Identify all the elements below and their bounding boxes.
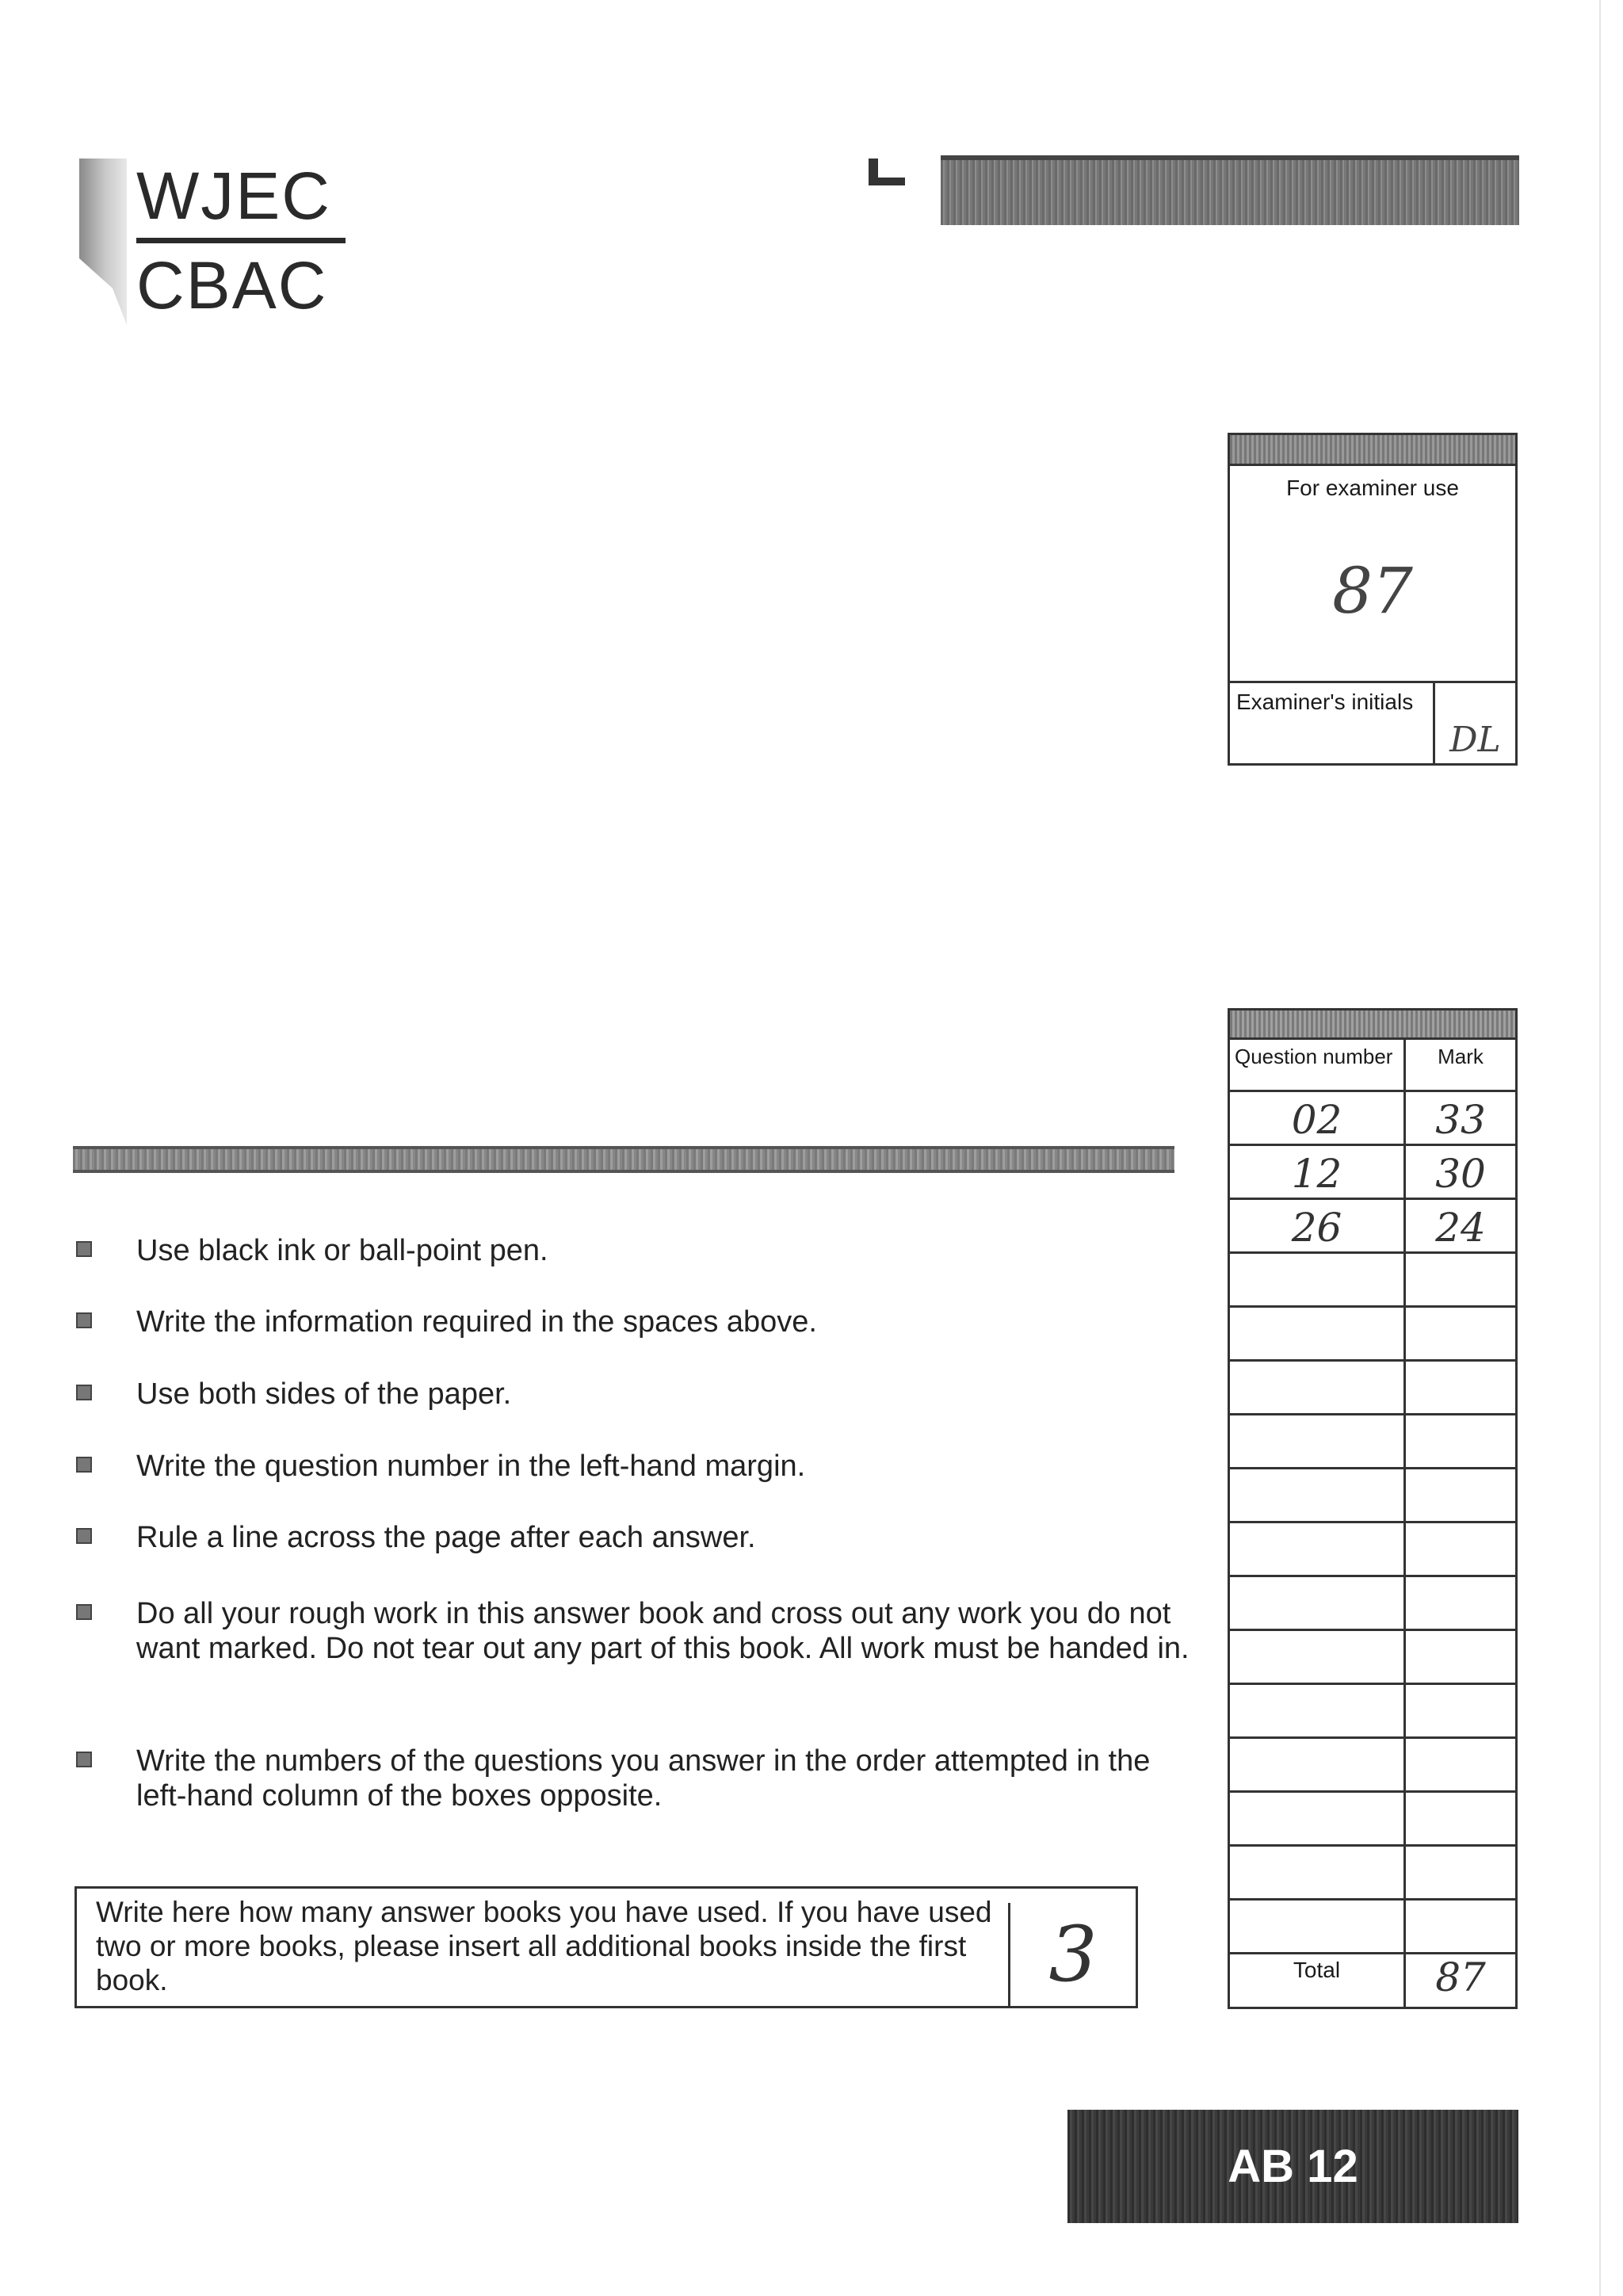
examiner-initials-label: Examiner's initials xyxy=(1236,690,1414,714)
table-row xyxy=(1230,1254,1515,1308)
section-divider-bar xyxy=(73,1146,1174,1173)
total-mark-field[interactable]: 87 xyxy=(1435,1954,1486,2000)
bullet-icon xyxy=(76,1604,92,1620)
bullet-icon xyxy=(76,1312,92,1328)
question-number-field[interactable]: 02 xyxy=(1291,1097,1342,1143)
question-number-field[interactable]: 26 xyxy=(1291,1205,1342,1251)
table-row xyxy=(1230,1469,1515,1523)
table-row xyxy=(1230,1523,1515,1577)
bullet-icon xyxy=(76,1241,92,1257)
examiner-mark: 87 xyxy=(1332,554,1413,628)
header-bar xyxy=(941,155,1519,225)
total-label: Total xyxy=(1293,1958,1341,1982)
table-row xyxy=(1230,1092,1515,1146)
bullet-icon xyxy=(76,1457,92,1473)
logo-cbac: CBAC xyxy=(136,248,328,323)
examiner-box-title: For examiner use xyxy=(1286,476,1459,500)
logo-emblem xyxy=(79,159,127,325)
mark-header: Mark xyxy=(1438,1045,1484,1068)
mark-field[interactable]: 24 xyxy=(1435,1205,1486,1251)
answer-books-count-field[interactable]: 3 xyxy=(1008,1903,1136,2006)
table-row xyxy=(1230,1200,1515,1254)
mark-field[interactable]: 33 xyxy=(1435,1097,1486,1143)
table-row xyxy=(1230,1901,1515,1954)
examiner-box xyxy=(1228,433,1518,766)
examiner-initials-row xyxy=(1230,681,1515,763)
bullet-icon xyxy=(76,1385,92,1400)
table-row xyxy=(1230,1685,1515,1739)
bullet-icon xyxy=(76,1528,92,1544)
question-number-field[interactable]: 12 xyxy=(1291,1151,1342,1197)
mark-field[interactable]: 30 xyxy=(1435,1151,1486,1197)
examiner-box-header xyxy=(1230,435,1515,466)
table-row xyxy=(1230,1739,1515,1793)
question-table-header xyxy=(1230,1040,1515,1092)
corner-mark xyxy=(869,159,905,185)
table-row xyxy=(1230,1631,1515,1685)
table-row xyxy=(1230,1308,1515,1362)
logo-wjec: WJEC xyxy=(136,159,331,233)
table-row xyxy=(1230,1577,1515,1631)
question-number-header: Question number xyxy=(1235,1045,1393,1068)
answer-book-code: AB 12 xyxy=(1228,2141,1358,2192)
table-row xyxy=(1230,1415,1515,1469)
bullet-icon xyxy=(76,1752,92,1767)
logo-divider xyxy=(136,238,346,243)
table-row xyxy=(1230,1847,1515,1901)
answer-books-instruction: Write here how many answer books you have used. If you have used two or more books, please insert all additional books inside the first book. xyxy=(96,1896,992,1996)
table-row xyxy=(1230,1146,1515,1200)
total-row xyxy=(1230,1954,1515,2007)
answer-books-box xyxy=(74,1886,1138,2008)
page-edge xyxy=(1599,0,1601,2296)
examiner-initials-field[interactable]: DL xyxy=(1433,683,1515,763)
table-row xyxy=(1230,1793,1515,1847)
answer-book-code-box xyxy=(1067,2110,1518,2223)
question-mark-table xyxy=(1228,1008,1518,2009)
question-table-header-strip xyxy=(1230,1010,1515,1040)
table-row xyxy=(1230,1362,1515,1415)
